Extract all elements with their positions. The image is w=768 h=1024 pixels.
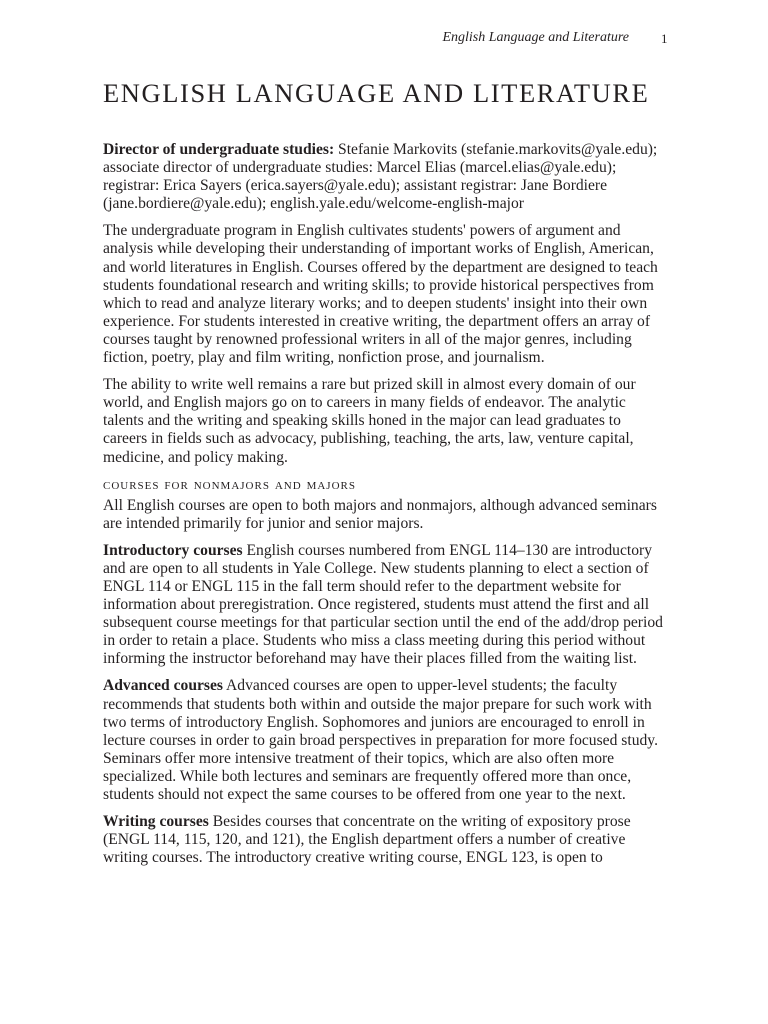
- section-heading: courses for nonmajors and majors: [103, 475, 356, 493]
- running-title: English Language and Literature: [442, 30, 629, 45]
- intro-paragraph-1: The undergraduate program in English cultivates students' powers of argument and analysis while developing their understanding of important works of English, American, and world literatures in English. Courses offered by the department are designed to teach students foundational research and writing skills; to provide historical perspectives from which to read and analyze literary works; and to deepen students' insight into their own experience. For students interested in creative writing, the department offers an array of courses taught by renowned professional writers in all of the major genres, including fiction, poetry, play and film writing, nonfiction prose, and journalism.: [103, 222, 658, 367]
- page-title: ENGLISH LANGUAGE AND LITERATURE: [103, 78, 650, 108]
- writing-courses-text: Besides courses that concentrate on the writing of expository prose (ENGL 114, 115, 120, and 121), the English department offers a number of creative writing courses. The introductory creative writing course, ENGL 123, is open to: [103, 813, 631, 867]
- intro-paragraph-2: The ability to write well remains a rare but prized skill in almost every domain of our world, and English majors go on to careers in many fields of endeavor. The analytic talents and the writing and speaking skills honed in the major can lead graduates to careers in fields such as advocacy, publishing, teaching, the arts, law, venture capital, medicine, and policy making.: [103, 376, 636, 466]
- introductory-courses-text: English courses numbered from ENGL 114–130 are introductory and are open to all students in Yale College. New students planning to elect a section of ENGL 114 or ENGL 115 in the fall term should refer to the department website for information about preregistration. Once registered, students must attend the first and all subsequent course meetings for that particular section until the end of the add/drop period in order to retain a place. Students who miss a class meeting during this period without informing the instructor beforehand may have their places filled from the waiting list.: [103, 541, 663, 668]
- introductory-courses-lead: Introductory courses: [103, 541, 243, 559]
- advanced-courses-text: Advanced courses are open to upper-level students; the faculty recommends that students both within and outside the major prepare for such work with two terms of introductory English. Sophomores and juniors are encouraged to enroll in lecture courses in order to gain broad perspectives in preparation for more focused study. Seminars offer more intensive treatment of their topics, which are also often more specialized. While both lectures and seminars are frequently offered more than once, students should not expect the same courses to be offered from one year to the next.: [103, 677, 658, 803]
- introductory-courses-paragraph: [103, 542, 665, 669]
- document-body: [103, 78, 665, 876]
- writing-courses-lead: Writing courses: [103, 813, 209, 831]
- contacts-lead: Director of undergraduate studies:: [103, 141, 335, 158]
- page-number: 1: [661, 31, 668, 46]
- contacts-paragraph: [103, 141, 665, 213]
- advanced-courses-paragraph: [103, 677, 665, 804]
- advanced-courses-lead: Advanced courses: [103, 677, 223, 695]
- writing-courses-paragraph: [103, 813, 665, 867]
- running-header: [0, 30, 768, 50]
- section-intro-paragraph: All English courses are open to both majors and nonmajors, although advanced seminars are intended primarily for junior and senior majors.: [103, 496, 657, 532]
- contacts-text: Stefanie Markovits (stefanie.markovits@yale.edu); associate director of undergraduate studies: Marcel Elias (marcel.elias@yale.edu); registrar: Erica Sayers (erica.sayers@yale.edu); assistant registrar: Jane Bordiere (jane.bordiere@yale.edu); english.yale.edu/welcome-english-major: [103, 141, 658, 213]
